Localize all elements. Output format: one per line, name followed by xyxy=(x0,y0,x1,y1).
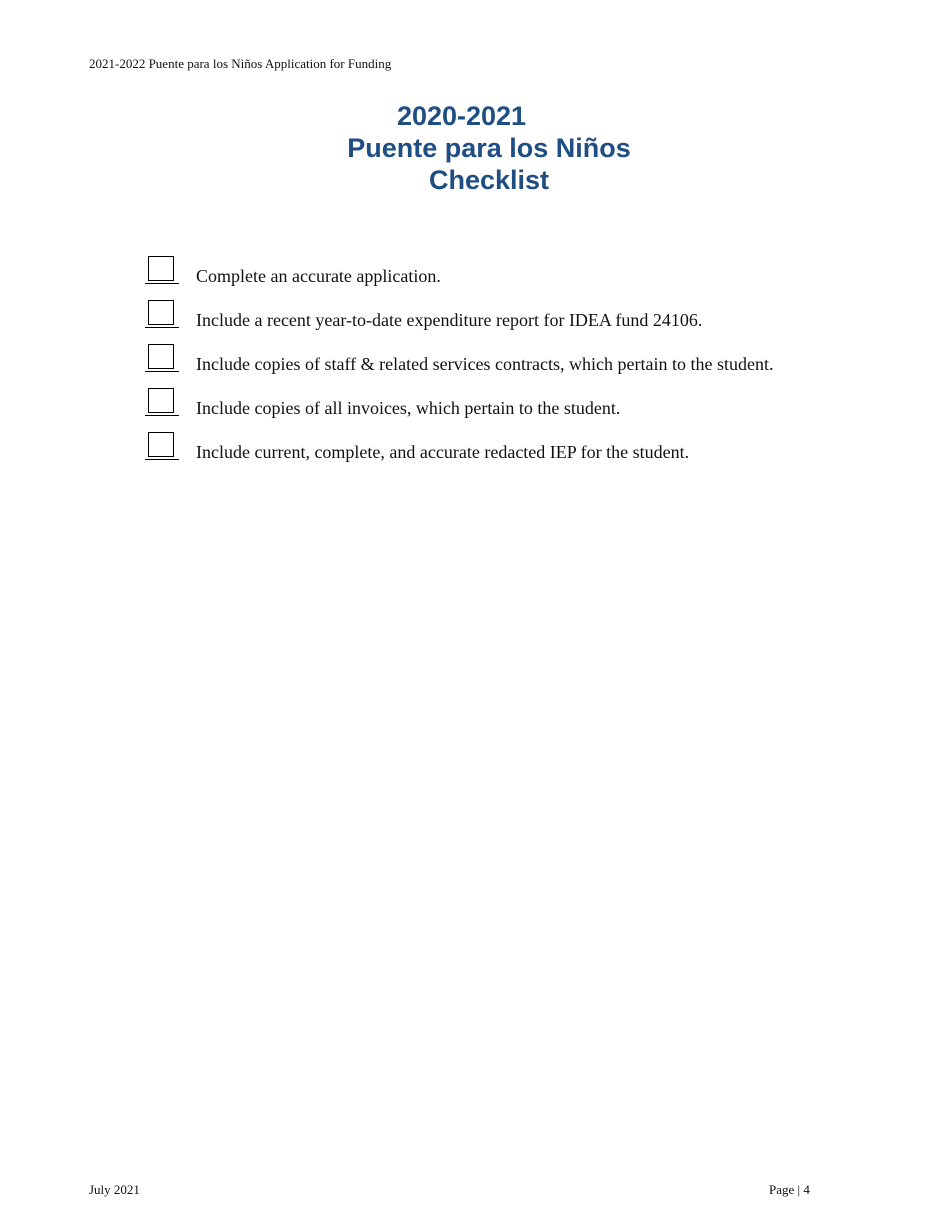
title-year: 2020-2021 xyxy=(396,101,527,131)
footer-page-number: Page | 4 xyxy=(769,1182,810,1197)
checkbox-underline xyxy=(145,371,179,372)
checkbox-underline xyxy=(145,415,179,416)
page-title xyxy=(0,100,950,196)
checkbox-underline xyxy=(145,459,179,460)
checkbox-underline xyxy=(145,283,179,284)
checklist-item xyxy=(145,253,865,297)
checkbox[interactable] xyxy=(145,341,179,373)
title-checklist: Checklist xyxy=(428,165,550,195)
running-header: 2021-2022 Puente para los Niños Application for Funding xyxy=(89,56,392,71)
checkbox-square-icon xyxy=(148,432,174,457)
checklist-item xyxy=(145,341,865,385)
checkbox[interactable] xyxy=(145,253,179,285)
checklist-item xyxy=(145,429,865,473)
checklist-item-label: Include copies of staff & related services contracts, which pertain to the student. xyxy=(196,354,774,374)
checkbox[interactable] xyxy=(145,297,179,329)
checklist-item-label: Include current, complete, and accurate redacted IEP for the student. xyxy=(196,442,690,462)
checkbox-square-icon xyxy=(148,300,174,325)
checklist-item-label: Include copies of all invoices, which pertain to the student. xyxy=(196,398,621,418)
checklist-item xyxy=(145,297,865,341)
checkbox[interactable] xyxy=(145,385,179,417)
checkbox-square-icon xyxy=(148,344,174,369)
checkbox-square-icon xyxy=(148,256,174,281)
title-program: Puente para los Niños xyxy=(347,133,631,163)
checklist-item-label: Include a recent year-to-date expenditure report for IDEA fund 24106. xyxy=(196,310,703,330)
checkbox-underline xyxy=(145,327,179,328)
checklist-item-label: Complete an accurate application. xyxy=(196,266,441,286)
checklist xyxy=(145,253,865,473)
checkbox-square-icon xyxy=(148,388,174,413)
footer-date: July 2021 xyxy=(89,1182,140,1197)
checkbox[interactable] xyxy=(145,429,179,461)
checklist-item xyxy=(145,385,865,429)
